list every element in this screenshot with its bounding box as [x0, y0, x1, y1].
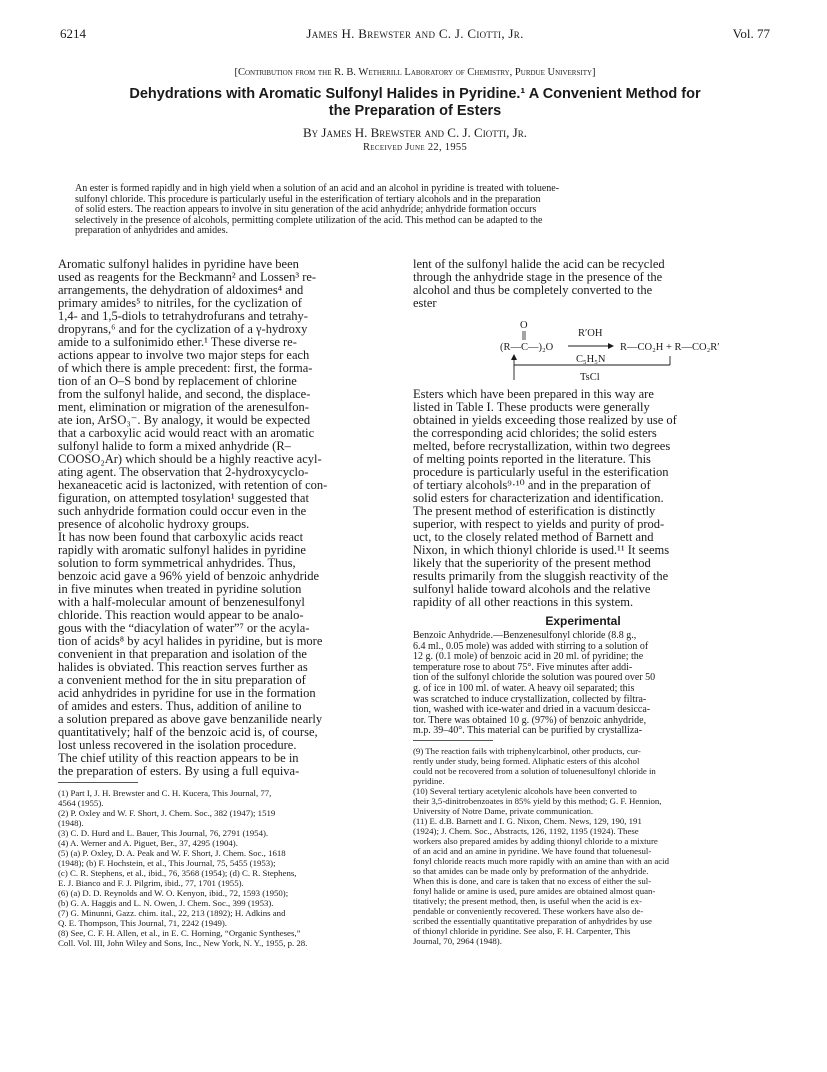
experimental-line: tion of the sulfonyl chloride the solution was poured over 50: [413, 672, 656, 684]
footnote-line: could not be recovered from a solution of toluenesulfonyl chloride in: [413, 766, 656, 776]
footnote-line: (8) See, C. F. H. Allen, et al., in E. C. Horning, “Organic Syntheses,”: [58, 928, 301, 938]
received-date: Received June 22, 1955: [362, 142, 467, 153]
article-title: [40, 86, 790, 120]
body-line: primary amides⁵ to nitriles, for the cyclization of: [58, 296, 302, 310]
footnote-line: of an acid and an amine in pyridine. We have found that toluenesul-: [413, 846, 652, 856]
running-authors: James H. Brewster and C. J. Ciotti, Jr.: [306, 26, 524, 41]
body-line: ester: [413, 296, 437, 310]
body-line: melted, before recrystallization, within two degrees: [413, 439, 671, 453]
body-line: halides is obviated. This reaction serves further as: [58, 660, 308, 674]
left-footnotes: [58, 788, 398, 948]
body-line: tion of an O–S bond by replacement of chlorine: [58, 374, 297, 388]
footnote-line: fonyl halide or amine is used, pure amides are obtained almost quan-: [413, 886, 656, 896]
body-line: procedure is particularly useful in the esterification: [413, 465, 669, 479]
footnote-line: so that amides can be made only by preformation of the anhydride.: [413, 866, 649, 876]
footnote-line: (b) G. A. Haggis and L. N. Owen, J. Chem. Soc., 399 (1953).: [58, 898, 274, 908]
abstract: [75, 184, 745, 237]
footnote-line: (1948).: [58, 818, 84, 828]
footnote-rule: [413, 740, 493, 741]
body-line: uct, to the closely related method of Barnett and: [413, 530, 654, 544]
experimental-line: temperature rose to about 75°. Five minutes after addi-: [413, 661, 633, 673]
body-line: benzoic acid gave a 96% yield of benzoic anhydride: [58, 569, 319, 583]
footnote-rule: [58, 782, 138, 783]
footnote-line: pendable or conveniently recovered. These workers have also de-: [413, 906, 644, 916]
footnote-line: Coll. Vol. III, John Wiley and Sons, Inc., New York, N. Y., 1955, p. 28.: [58, 938, 308, 948]
reaction-scheme: [500, 318, 740, 388]
body-line: tion of acids⁸ by acyl halides in pyridine, but is more: [58, 634, 323, 648]
body-line: of which there is ample precedent: first, the forma-: [58, 361, 313, 375]
body-line: Esters which have been prepared in this way are: [413, 387, 654, 401]
body-line: chloride. This reaction would appear to be analo-: [58, 608, 304, 622]
page-number: 6214: [60, 26, 86, 41]
footnote-line: Journal, 70, 2964 (1948).: [413, 936, 502, 946]
right-footnotes: [413, 746, 753, 946]
body-line: a convenient method for the in situ preparation of: [58, 673, 306, 687]
footnote-line: titatively; the present method, then, is useful when the acid is ex-: [413, 896, 642, 906]
footnote-line: (10) Several tertiary acetylenic alcohols have been converted to: [413, 786, 637, 796]
experimental-line: was scratched to induce crystallization, collected by filtra-: [413, 693, 647, 705]
right-column-intro: [413, 258, 753, 310]
experimental-line: 6.4 ml., 0.05 mole) was added with stirring to a solution of: [413, 640, 649, 652]
scheme-oxygen: O: [520, 320, 528, 331]
recycle-arrowhead: [511, 354, 517, 360]
footnote-line: 4564 (1955).: [58, 798, 104, 808]
abstract-line: selectively in the presence of alcohols, permitting complete utilization of the acid. This method can be adapted to the: [75, 214, 543, 226]
footnote-line: rently under study, being formed. Aliphatic esters of this alcohol: [413, 756, 640, 766]
footnote-line: of thionyl chloride in pyridine. See also, F. H. Carpenter, This: [413, 926, 631, 936]
body-line: COOSO₂Ar) which should be a highly reactive acyl-: [58, 452, 322, 466]
body-line: convenient in that preparation and isolation of the: [58, 647, 307, 661]
footnote-line: (9) The reaction fails with triphenylcarbinol, other products, cur-: [413, 746, 641, 756]
body-line: alcohol and thus be completely converted to the: [413, 283, 653, 297]
forward-arrowhead: [608, 343, 614, 349]
experimental-line: g. of ice in 100 ml. of water. A heavy oil separated; this: [413, 682, 635, 694]
volume-label: Vol. 77: [732, 26, 770, 41]
body-line: of melting points reported in the literature. This: [413, 452, 651, 466]
body-line: sulfonyl halide toward alcohols and the relative: [413, 582, 651, 596]
footnote-line: pyridine.: [413, 776, 445, 786]
body-line: of amides and esters. Thus, addition of aniline to: [58, 699, 302, 713]
footnote-line: Q. E. Thompson, This Journal, 71, 2242 (1949).: [58, 918, 228, 928]
body-line: obtained in yields exceeding those realized by use of: [413, 413, 677, 427]
footnote-line: (7) G. Minunni, Gazz. chim. ital., 22, 213 (1892); H. Adkins and: [58, 908, 286, 918]
body-line: superior, with respect to yields and purity of prod-: [413, 517, 665, 531]
abstract-line: preparation of anhydrides and amides.: [75, 225, 229, 236]
body-line: Nixon, in which thionyl chloride is used.¹¹ It seems: [413, 543, 670, 557]
footnote-line: (1924); J. Chem. Soc., Abstracts, 126, 1192, 1195 (1924). These: [413, 826, 639, 836]
body-line: dropyrans,⁶ and for the cyclization of a γ-hydroxy: [58, 322, 308, 336]
body-line: such anhydride formation could occur even in the: [58, 504, 307, 518]
footnote-line: E. J. Bianco and F. J. Pilgrim, ibid., 77, 1701 (1955).: [58, 878, 244, 888]
footnote-line: (3) C. D. Hurd and L. Bauer, This Journal, 76, 2791 (1954).: [58, 828, 269, 838]
body-line: The chief utility of this reaction appears to be in: [58, 751, 299, 765]
footnote-line: their 3,5-dinitrobenzoates in 85% yield by this method; G. F. Hennion,: [413, 796, 662, 806]
body-line: arrangements, the dehydration of aldoximes⁴ and: [58, 283, 304, 297]
abstract-line: of solid esters. The reaction appears to involve in situ generation of the acid anhydride; anhydride formation occurs: [75, 204, 537, 215]
footnote-line: (c) C. R. Stephens, et al., ibid., 76, 3568 (1954); (d) C. R. Stephens,: [58, 868, 297, 878]
contribution-line: [Contribution from the R. B. Wetherill Laboratory of Chemistry, Purdue University]: [234, 67, 596, 78]
scheme-reagent: TsCl: [580, 372, 600, 383]
body-line: rapidity of all other reactions in this system.: [413, 595, 634, 609]
body-line: 1,4- and 1,5-diols to tetrahydrofurans and tetrahy-: [58, 309, 308, 323]
footnote-line: When this is done, and care is taken that no excess of either the sul-: [413, 876, 652, 886]
body-line: listed in Table I. These products were generally: [413, 400, 650, 414]
body-line: The present method of esterification is distinctly: [413, 504, 656, 518]
body-line: presence of alcoholic hydroxy groups.: [58, 517, 250, 531]
body-line: in five minutes when treated in pyridine solution: [58, 582, 302, 596]
footnote-line: (2) P. Oxley and W. F. Short, J. Chem. Soc., 382 (1947); 1519: [58, 808, 276, 818]
scheme-anhydride: (R—C—)₂O: [500, 342, 554, 353]
body-line: used as reagents for the Beckmann² and Lossen³ re-: [58, 270, 317, 284]
body-line: It has now been found that carboxylic acids react: [58, 530, 304, 544]
body-line: Aromatic sulfonyl halides in pyridine have been: [58, 257, 299, 271]
experimental-line: 12 g. (0.1 mole) of benzoic acid in 20 ml. of pyridine; the: [413, 651, 644, 663]
body-line: figuration, on attempted tosylation¹ suggested that: [58, 491, 309, 505]
body-line: of tertiary alcohols⁹·¹⁰ and in the preparation of: [413, 478, 651, 492]
footnote-line: workers also prepared amides by adding thionyl chloride to a mixture: [413, 836, 658, 846]
body-line: a solution prepared as above gave benzanilide nearly: [58, 712, 323, 726]
experimental-line: tion, washed with ice-water and dried in a vacuum desicca-: [413, 704, 651, 716]
body-line: rapidly with aromatic sulfonyl halides in pyridine: [58, 543, 306, 557]
body-line: lent of the sulfonyl halide the acid can be recycled: [413, 257, 665, 271]
body-line: ate ion, ArSO₃⁻. By analogy, it would be expected: [58, 413, 311, 427]
body-line: lost unless recovered in the isolation procedure.: [58, 738, 297, 752]
byline: By James H. Brewster and C. J. Ciotti, Jr.: [303, 125, 527, 140]
title-line: the Preparation of Esters: [328, 103, 502, 119]
left-column-body: [58, 258, 398, 778]
body-line: sulfonyl halide to form a mixed anhydride (R–: [58, 439, 291, 453]
footnote-line: (4) A. Werner and A. Piguet, Ber., 37, 4295 (1904).: [58, 838, 238, 848]
body-line: hexaneacetic acid is lactonized, with retention of con-: [58, 478, 328, 492]
running-header: [60, 26, 770, 44]
body-line: with a half-molecular amount of benzenesulfonyl: [58, 595, 305, 609]
body-line: likely that the superiority of the present method: [413, 556, 651, 570]
footnote-line: (6) (a) D. D. Reynolds and W. O. Kenyon, ibid., 72, 1593 (1950);: [58, 888, 289, 898]
scheme-alcohol: R′OH: [578, 328, 603, 339]
body-line: through the anhydride stage in the presence of the: [413, 270, 663, 284]
abstract-line: An ester is formed rapidly and in high yield when a solution of an acid and an alcohol in pyridine is treated with toluene-: [75, 183, 560, 194]
body-line: ating agent. The observation that 2-hydroxycyclo-: [58, 465, 309, 479]
body-line: quantitatively; half of the benzoic acid is, of course,: [58, 725, 318, 739]
body-line: from the sulfonyl halide, and second, the displace-: [58, 387, 311, 401]
footnote-line: (5) (a) P. Oxley, D. A. Peak and W. F. Short, J. Chem. Soc., 1618: [58, 848, 286, 858]
body-line: solid esters for characterization and identification.: [413, 491, 664, 505]
body-line: amide to a sulfonimido ether.¹ These diverse re-: [58, 335, 297, 349]
experimental-line: tor. There was obtained 10 g. (97%) of benzoic anhydride,: [413, 714, 647, 726]
body-line: the preparation of esters. By using a full equiva-: [58, 764, 300, 778]
scheme-products: R—CO₂H + R—CO₂R′: [620, 342, 720, 353]
experimental-line: Benzoic Anhydride.—Benzenesulfonyl chloride (8.8 g.,: [413, 630, 637, 641]
body-line: ment, elimination or migration of the arenesulfon-: [58, 400, 309, 414]
body-line: gous with the “diacylation of water”⁷ or the acyla-: [58, 621, 310, 635]
experimental-line: m.p. 39–40°. This material can be purified by crystalliza-: [413, 725, 643, 737]
body-line: that a carboxylic acid would react with an aromatic: [58, 426, 315, 440]
right-column-body: [413, 388, 753, 609]
footnote-line: University of Notre Dame, private communication.: [413, 806, 594, 816]
body-line: actions appear to involve two major steps for each: [58, 348, 310, 362]
experimental-heading: Experimental: [545, 614, 621, 628]
body-line: the corresponding acid chlorides; the solid esters: [413, 426, 657, 440]
body-line: acid anhydrides in pyridine for use in the formation: [58, 686, 316, 700]
abstract-line: sulfonyl chloride. This procedure is particularly useful in the esterification of tertiary alcohols and in the preparation: [75, 193, 541, 205]
scheme-base: C₅H₅N: [576, 354, 606, 365]
footnote-line: (1) Part I, J. H. Brewster and C. H. Kucera, This Journal, 77,: [58, 788, 272, 798]
experimental-text: [413, 631, 753, 737]
body-line: results primarily from the sluggish reactivity of the: [413, 569, 669, 583]
title-line: Dehydrations with Aromatic Sulfonyl Halides in Pyridine.¹ A Convenient Method for: [129, 86, 701, 102]
footnote-line: scribed the essentially quantitative preparation of anhydrides by use: [413, 916, 652, 926]
footnote-line: fonyl chloride reacts much more rapidly with an amine than with an acid: [413, 856, 670, 866]
footnote-line: (11) E. d.B. Barnett and I. G. Nixon, Chem. News, 129, 190, 191: [413, 816, 642, 826]
footnote-line: (1948); (b) F. Hochstein, et al., This Journal, 75, 5455 (1953);: [58, 858, 276, 868]
body-line: solution to form symmetrical anhydrides. Thus,: [58, 556, 296, 570]
